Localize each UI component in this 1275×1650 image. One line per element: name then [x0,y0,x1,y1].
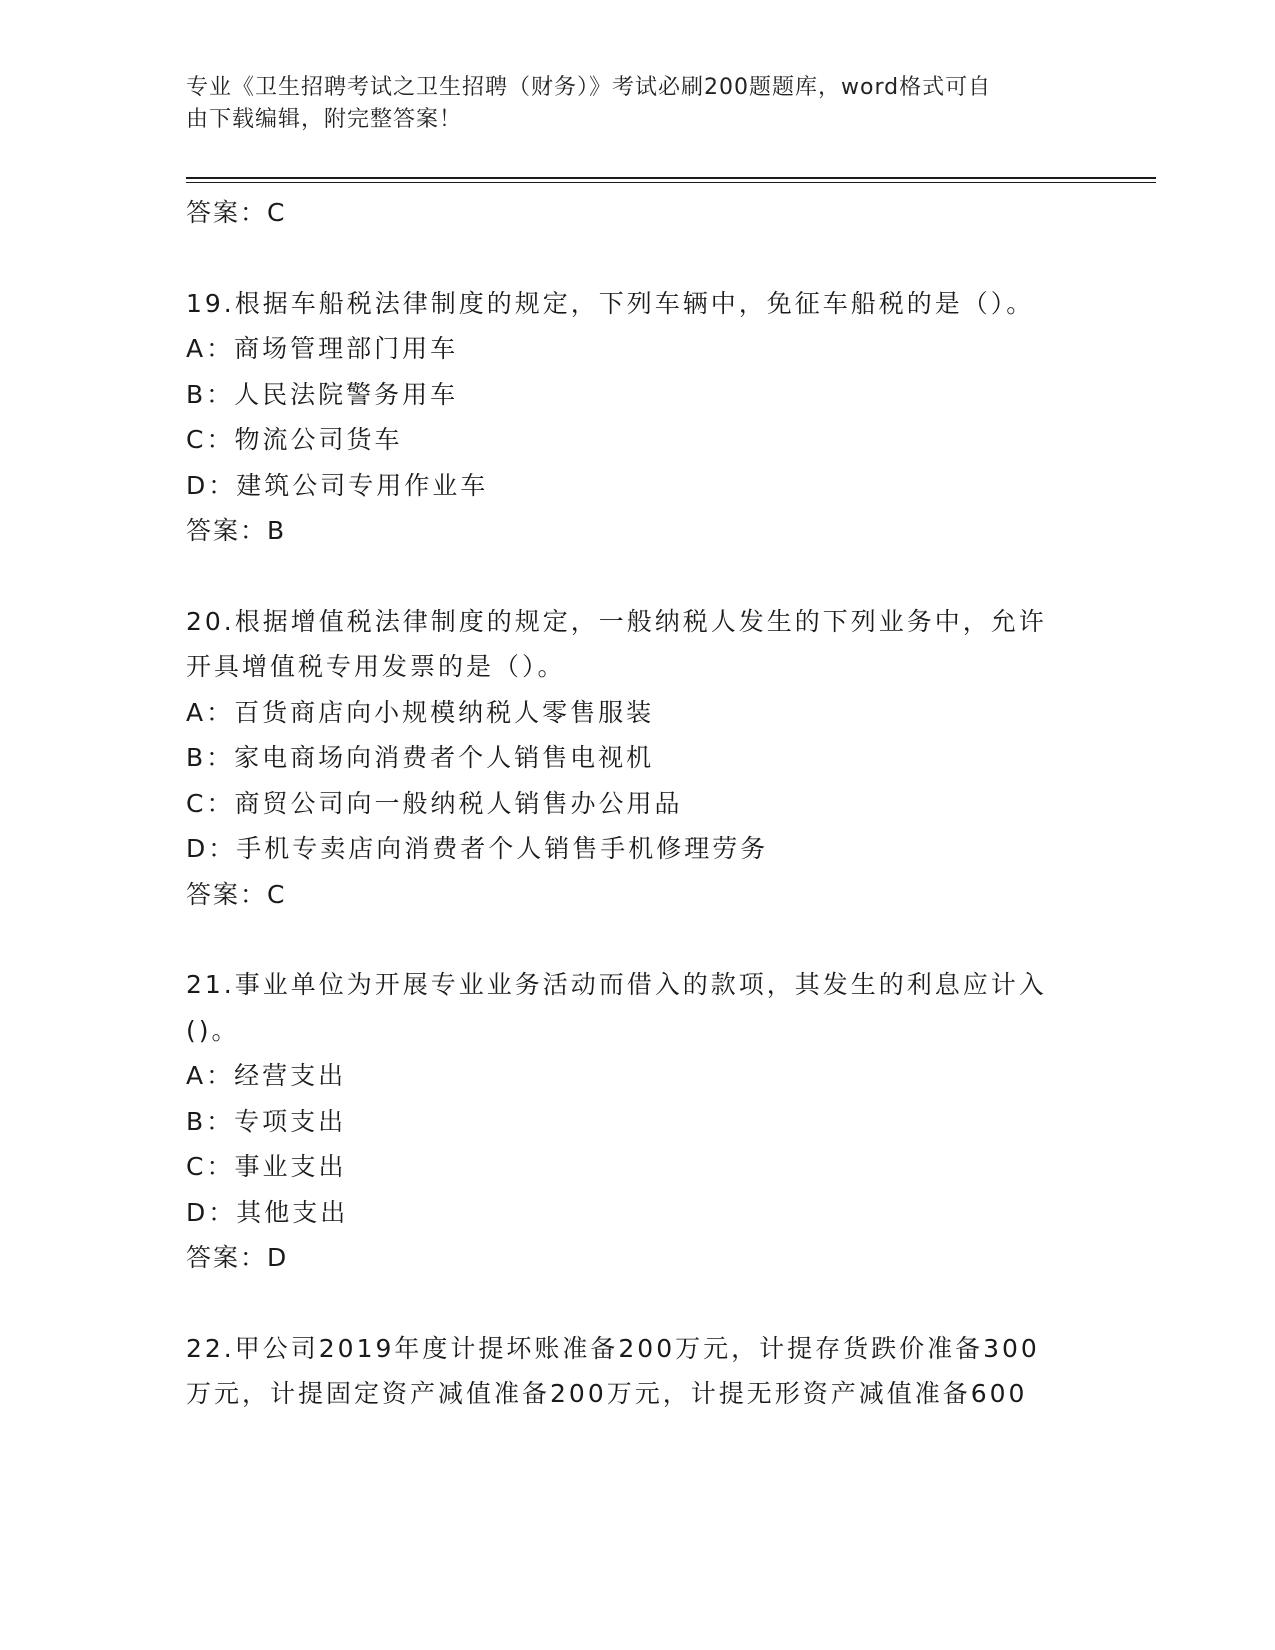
option-c: C：事业支出 [186,1152,347,1181]
option-c: C：物流公司货车 [186,425,403,454]
question-19 [186,281,1086,554]
option-a: A：商场管理部门用车 [186,334,459,363]
question-text: 22.甲公司2019年度计提坏账准备200万元，计提存货跌价准备300 [186,1333,1040,1363]
option-b: B：家电商场向消费者个人销售电视机 [186,743,655,772]
question-21 [186,962,1086,1281]
option-d: D：手机专卖店向消费者个人销售手机修理劳务 [186,834,769,863]
spacer [186,1281,1086,1326]
header-line-2: 由下载编辑，附完整答案！ [186,107,463,132]
question-text-cont: 万元，计提固定资产减值准备200万元，计提无形资产减值准备600 [186,1379,1028,1408]
question-text: 21.事业单位为开展专业业务活动而借入的款项，其发生的利息应计入 [186,970,1047,999]
previous-answer: 答案：C [186,198,287,227]
spacer [186,917,1086,962]
answer: 答案：C [186,879,287,909]
header-rule-thin [186,182,1156,183]
option-a: A：百货商店向小规模纳税人零售服装 [186,697,655,727]
question-content [186,190,1086,1417]
header-line-1: 专业《卫生招聘考试之卫生招聘（财务）》考试必刷200题题库，word格式可自 [186,75,992,100]
question-text: 19.根据车船税法律制度的规定，下列车辆中，免征车船税的是（）。 [186,288,1035,318]
question-22 [186,1326,1086,1417]
option-b: B：专项支出 [186,1106,347,1136]
spacer [186,554,1086,599]
option-c: C：商贸公司向一般纳税人销售办公用品 [186,788,683,818]
question-text: 20.根据增值税法律制度的规定，一般纳税人发生的下列业务中，允许 [186,606,1047,636]
answer: 答案：B [186,516,287,545]
option-b: B：人民法院警务用车 [186,379,459,409]
option-d: D：建筑公司专用作业车 [186,470,489,500]
option-a: A：经营支出 [186,1061,347,1090]
document-header [186,72,1086,136]
question-text-cont: 开具增值税专用发票的是（）。 [186,652,566,681]
option-d: D：其他支出 [186,1197,349,1227]
question-text-cont: ()。 [186,1015,240,1045]
answer: 答案：D [186,1243,289,1272]
header-rule-thick [186,177,1156,179]
document-page [186,0,1156,1650]
spacer [186,236,1086,281]
question-20 [186,599,1086,918]
